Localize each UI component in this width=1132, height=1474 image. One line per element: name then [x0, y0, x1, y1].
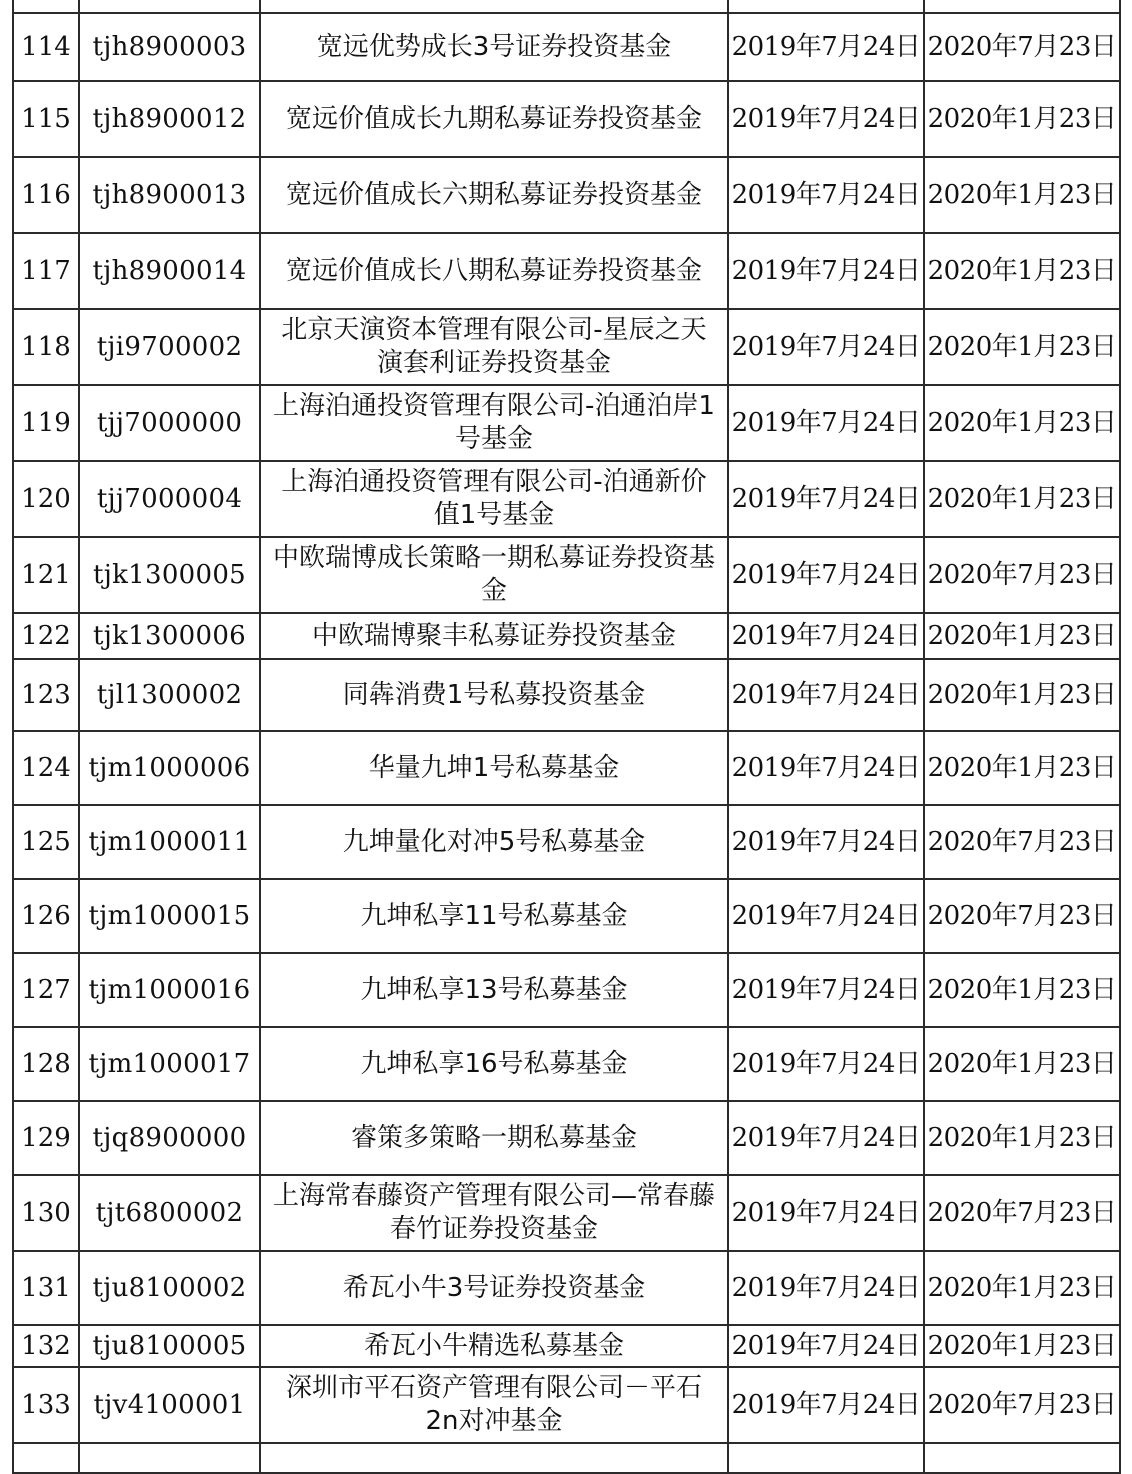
fund-name-cell: 宽远价值成长九期私募证券投资基金	[260, 81, 728, 157]
row-number-cell: 114	[13, 13, 79, 81]
start-date-cell: 2019年7月24日	[728, 309, 924, 385]
fund-code-cell: tjm1000011	[79, 805, 260, 879]
row-number-cell: 130	[13, 1175, 79, 1251]
start-date-cell: 2019年7月24日	[728, 1101, 924, 1175]
row-number-cell: 122	[13, 613, 79, 659]
end-date-cell: 2020年1月23日	[924, 385, 1120, 461]
fund-code-cell: tjk1300005	[79, 537, 260, 613]
start-date-cell: 2019年7月24日	[728, 613, 924, 659]
row-number-cell: 132	[13, 1325, 79, 1367]
row-number-cell: 127	[13, 953, 79, 1027]
fund-table-body	[13, 0, 1120, 1473]
table-row	[13, 13, 1120, 81]
end-date-cell: 2020年1月23日	[924, 613, 1120, 659]
end-date-cell: 2020年7月23日	[924, 537, 1120, 613]
end-date-cell: 2020年1月23日	[924, 309, 1120, 385]
start-date-cell: 2019年7月24日	[728, 953, 924, 1027]
row-number-cell: 115	[13, 81, 79, 157]
fund-name-cell: 九坤私享16号私募基金	[260, 1027, 728, 1101]
fund-code-cell: tjm1000006	[79, 731, 260, 805]
fund-code-cell: tjj7000004	[79, 461, 260, 537]
end-date-cell: 2020年7月23日	[924, 1175, 1120, 1251]
row-number-cell: 125	[13, 805, 79, 879]
fund-code-cell: tjh8900003	[79, 13, 260, 81]
fund-code-cell: tjm1000016	[79, 953, 260, 1027]
table-row	[13, 537, 1120, 613]
fund-name-cell: 睿策多策略一期私募基金	[260, 1101, 728, 1175]
table-row	[13, 233, 1120, 309]
start-date-cell: 2019年7月24日	[728, 1027, 924, 1101]
fund-code-cell: tjm1000017	[79, 1027, 260, 1101]
row-number-cell: 116	[13, 157, 79, 233]
start-date-cell: 2019年7月24日	[728, 1367, 924, 1443]
fund-name-cell: 希瓦小牛精选私募基金	[260, 1325, 728, 1367]
start-date-cell: 2019年7月24日	[728, 1175, 924, 1251]
fund-code-cell: tjh8900013	[79, 157, 260, 233]
end-date-cell: 2020年7月23日	[924, 879, 1120, 953]
start-date-cell: 2019年7月24日	[728, 879, 924, 953]
table-row	[13, 613, 1120, 659]
table-row	[13, 1251, 1120, 1325]
table-row-partial-top	[13, 0, 1120, 13]
fund-code-cell: tjj7000000	[79, 385, 260, 461]
row-number-cell: 129	[13, 1101, 79, 1175]
table-row	[13, 731, 1120, 805]
fund-code-cell: tjh8900014	[79, 233, 260, 309]
end-date-cell: 2020年1月23日	[924, 461, 1120, 537]
fund-name-cell: 上海泊通投资管理有限公司-泊通泊岸1号基金	[260, 385, 728, 461]
table-row	[13, 1325, 1120, 1367]
fund-code-cell: tju8100002	[79, 1251, 260, 1325]
table-row	[13, 1101, 1120, 1175]
fund-name-cell: 上海泊通投资管理有限公司-泊通新价值1号基金	[260, 461, 728, 537]
table-row	[13, 879, 1120, 953]
row-number-cell: 119	[13, 385, 79, 461]
table-row	[13, 1175, 1120, 1251]
start-date-cell: 2019年7月24日	[728, 805, 924, 879]
start-date-cell: 2019年7月24日	[728, 81, 924, 157]
table-row	[13, 1367, 1120, 1443]
row-number-cell: 121	[13, 537, 79, 613]
fund-name-cell: 同犇消费1号私募投资基金	[260, 659, 728, 731]
start-date-cell: 2019年7月24日	[728, 233, 924, 309]
start-date-cell: 2019年7月24日	[728, 1251, 924, 1325]
fund-code-cell: tju8100005	[79, 1325, 260, 1367]
fund-name-cell: 中欧瑞博聚丰私募证券投资基金	[260, 613, 728, 659]
table-row	[13, 659, 1120, 731]
fund-code-cell: tjl1300002	[79, 659, 260, 731]
row-number-cell: 120	[13, 461, 79, 537]
start-date-cell: 2019年7月24日	[728, 157, 924, 233]
table-row	[13, 953, 1120, 1027]
end-date-cell: 2020年7月23日	[924, 1367, 1120, 1443]
fund-name-cell: 北京天演资本管理有限公司-星辰之天演套利证券投资基金	[260, 309, 728, 385]
end-date-cell: 2020年1月23日	[924, 659, 1120, 731]
row-number-cell: 117	[13, 233, 79, 309]
table-row	[13, 157, 1120, 233]
table-row	[13, 385, 1120, 461]
fund-name-cell: 宽远价值成长六期私募证券投资基金	[260, 157, 728, 233]
fund-name-cell: 九坤私享13号私募基金	[260, 953, 728, 1027]
row-number-cell: 133	[13, 1367, 79, 1443]
row-number-cell: 123	[13, 659, 79, 731]
fund-list-table	[12, 0, 1121, 1474]
table-row-partial-bottom	[13, 1443, 1120, 1473]
row-number-cell: 131	[13, 1251, 79, 1325]
end-date-cell: 2020年7月23日	[924, 13, 1120, 81]
start-date-cell: 2019年7月24日	[728, 537, 924, 613]
fund-code-cell: tjk1300006	[79, 613, 260, 659]
start-date-cell: 2019年7月24日	[728, 13, 924, 81]
end-date-cell: 2020年1月23日	[924, 157, 1120, 233]
start-date-cell: 2019年7月24日	[728, 1325, 924, 1367]
end-date-cell: 2020年1月23日	[924, 1251, 1120, 1325]
fund-name-cell: 希瓦小牛3号证券投资基金	[260, 1251, 728, 1325]
row-number-cell: 124	[13, 731, 79, 805]
fund-name-cell: 深圳市平石资产管理有限公司－平石2n对冲基金	[260, 1367, 728, 1443]
end-date-cell: 2020年1月23日	[924, 953, 1120, 1027]
end-date-cell: 2020年1月23日	[924, 1325, 1120, 1367]
end-date-cell: 2020年1月23日	[924, 1027, 1120, 1101]
fund-name-cell: 宽远优势成长3号证券投资基金	[260, 13, 728, 81]
end-date-cell: 2020年1月23日	[924, 1101, 1120, 1175]
table-row	[13, 1027, 1120, 1101]
fund-name-cell: 九坤量化对冲5号私募基金	[260, 805, 728, 879]
fund-code-cell: tjt6800002	[79, 1175, 260, 1251]
fund-name-cell: 华量九坤1号私募基金	[260, 731, 728, 805]
start-date-cell: 2019年7月24日	[728, 461, 924, 537]
end-date-cell: 2020年1月23日	[924, 233, 1120, 309]
fund-name-cell: 上海常春藤资产管理有限公司—常春藤春竹证券投资基金	[260, 1175, 728, 1251]
end-date-cell: 2020年1月23日	[924, 81, 1120, 157]
start-date-cell: 2019年7月24日	[728, 731, 924, 805]
table-row	[13, 81, 1120, 157]
table-row	[13, 805, 1120, 879]
end-date-cell: 2020年1月23日	[924, 731, 1120, 805]
start-date-cell: 2019年7月24日	[728, 659, 924, 731]
start-date-cell: 2019年7月24日	[728, 385, 924, 461]
fund-code-cell: tji9700002	[79, 309, 260, 385]
row-number-cell: 126	[13, 879, 79, 953]
row-number-cell: 118	[13, 309, 79, 385]
fund-code-cell: tjq8900000	[79, 1101, 260, 1175]
fund-code-cell: tjh8900012	[79, 81, 260, 157]
fund-code-cell: tjm1000015	[79, 879, 260, 953]
table-row	[13, 461, 1120, 537]
fund-code-cell: tjv4100001	[79, 1367, 260, 1443]
row-number-cell: 128	[13, 1027, 79, 1101]
table-row	[13, 309, 1120, 385]
fund-name-cell: 中欧瑞博成长策略一期私募证券投资基金	[260, 537, 728, 613]
end-date-cell: 2020年7月23日	[924, 805, 1120, 879]
fund-name-cell: 宽远价值成长八期私募证券投资基金	[260, 233, 728, 309]
fund-name-cell: 九坤私享11号私募基金	[260, 879, 728, 953]
